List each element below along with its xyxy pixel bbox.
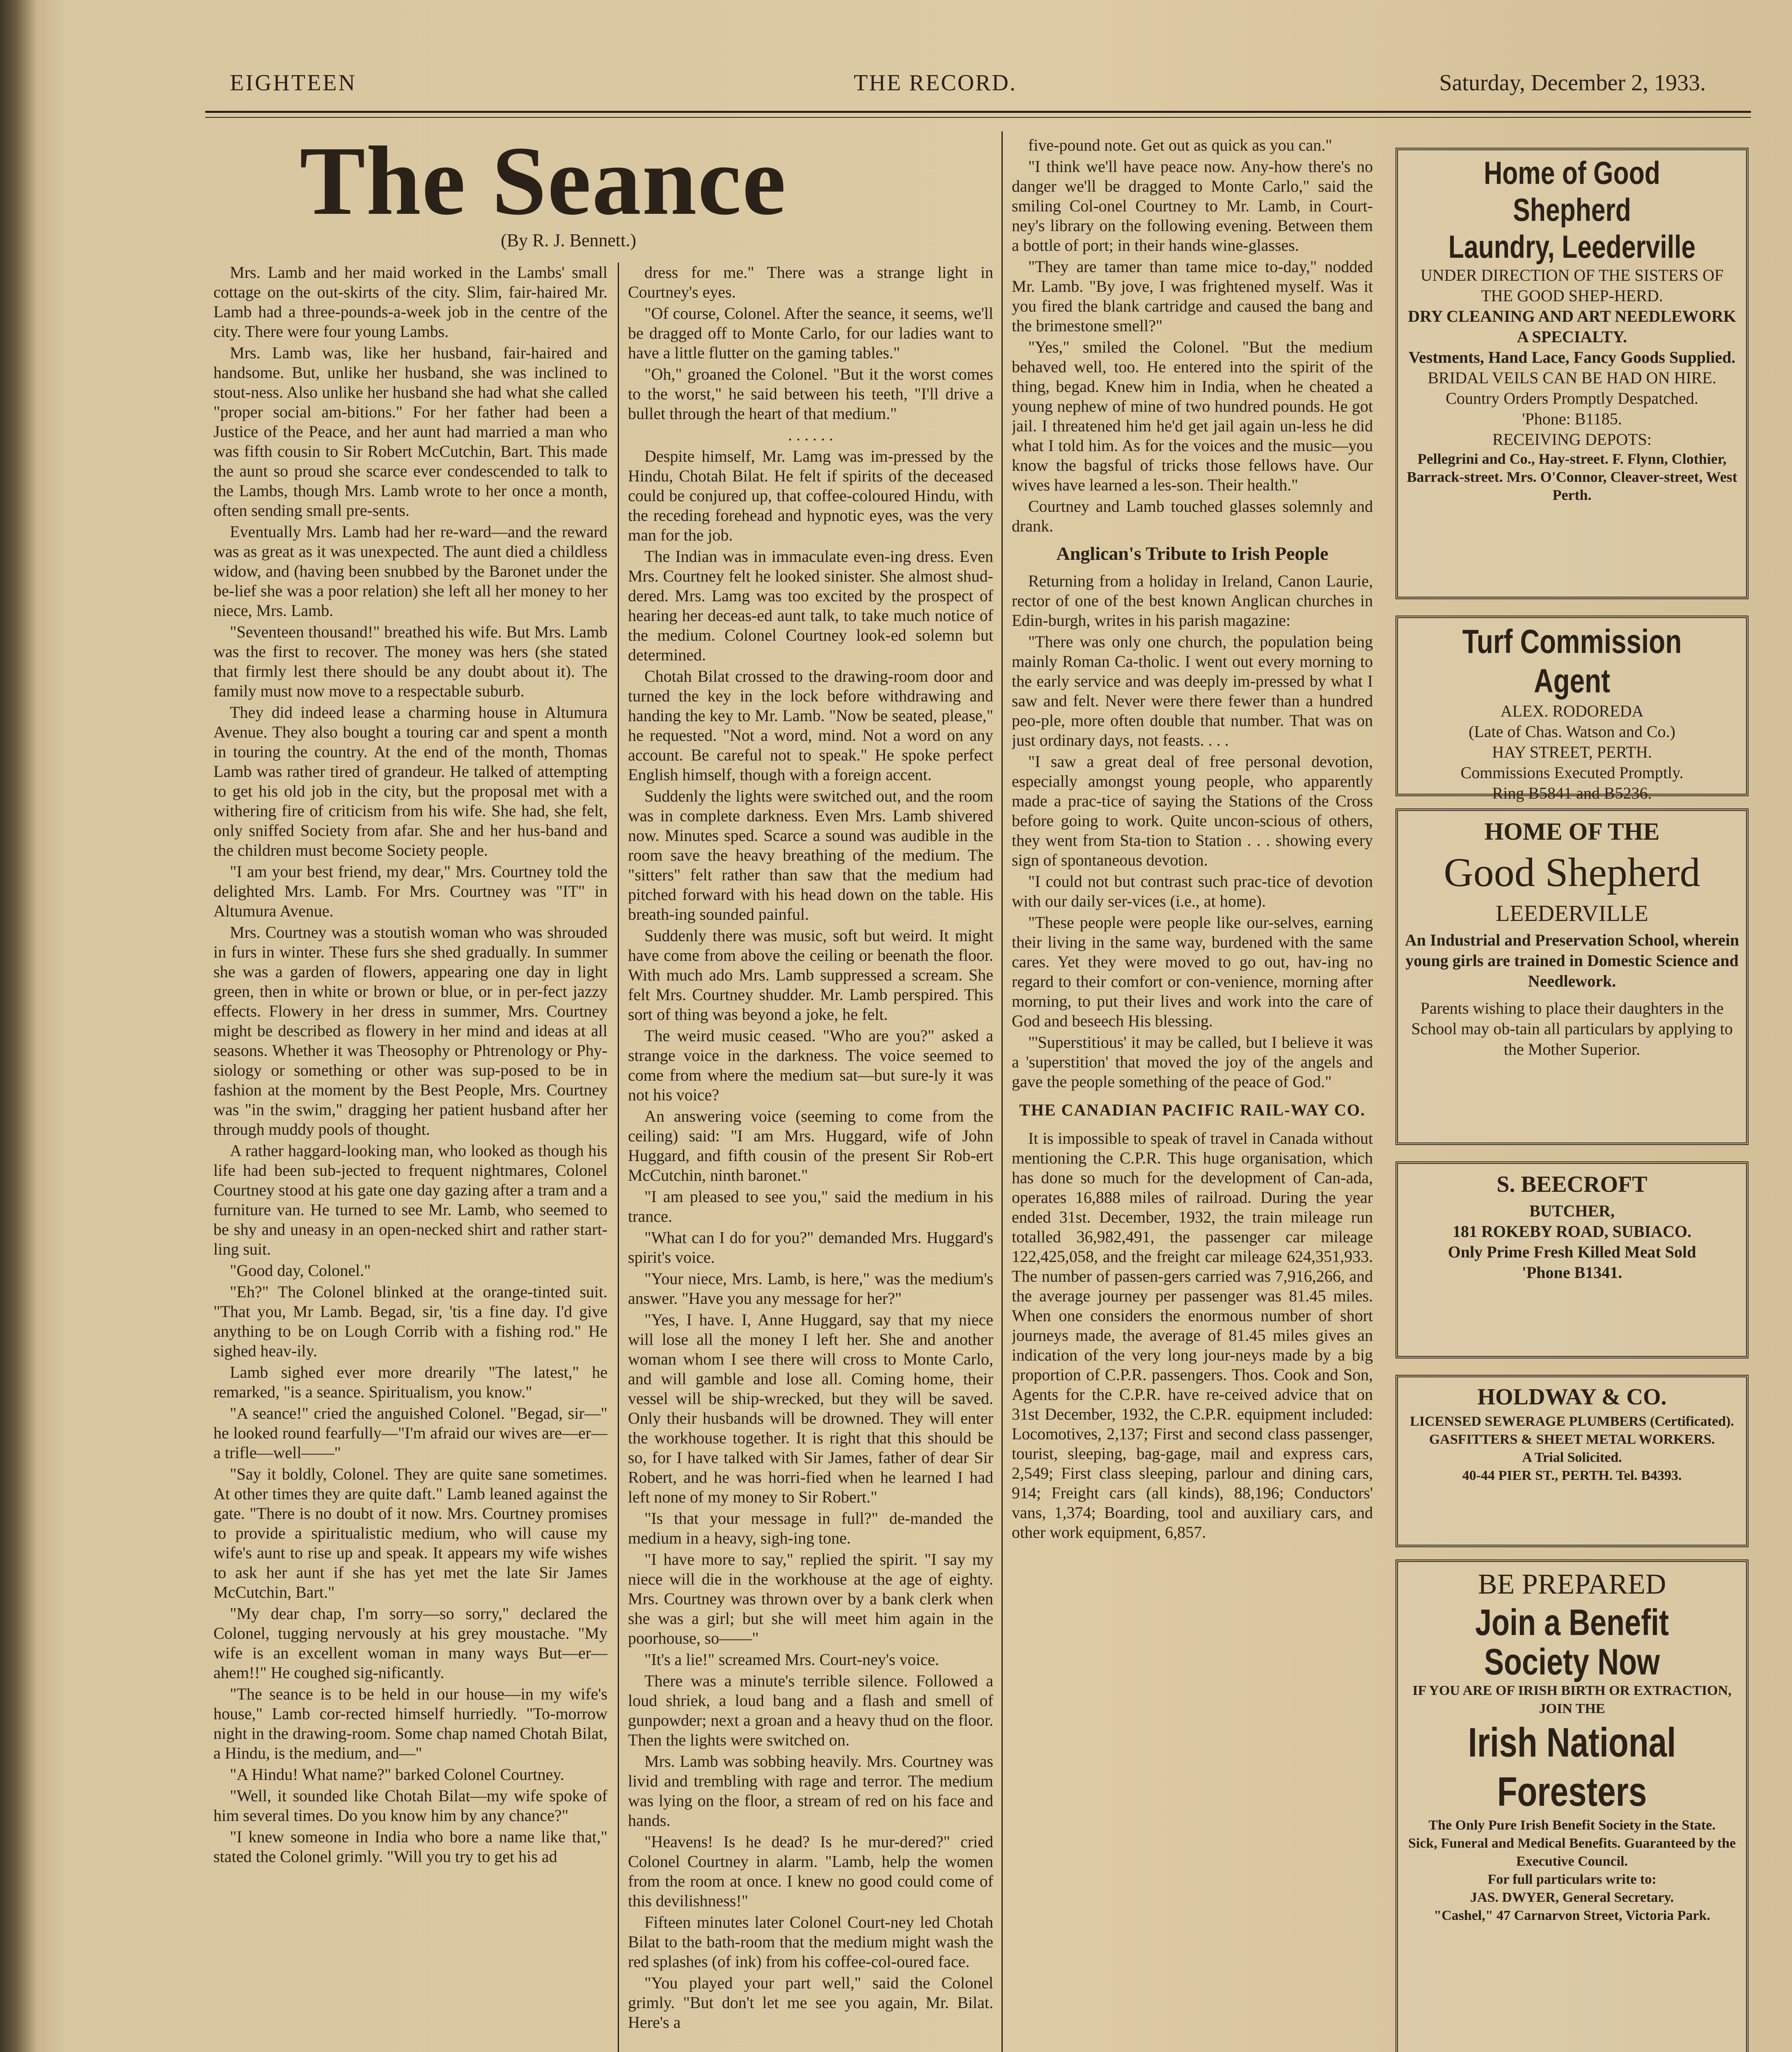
page-number: EIGHTEEN bbox=[230, 70, 357, 96]
paragraph: Lamb sighed ever more drearily "The latest," he remarked, "is a seance. Spiritualism, you know." bbox=[213, 1363, 607, 1401]
ad-text: BUTCHER, bbox=[1529, 1202, 1615, 1220]
ad-text: A Trial Solicited. bbox=[1522, 1450, 1622, 1465]
ad-text: Ring B5841 and B5236. bbox=[1492, 784, 1652, 802]
paragraph: There was a minute's terrible silence. Followed a loud shriek, a loud bang and a flash and smell of gunpowder; next a groan and a heavy thud on the floor. Then the lights were switched on. bbox=[628, 1672, 993, 1749]
paragraph: "Seventeen thousand!" breathed his wife. But Mrs. Lamb was the first to recover. The money was hers (she stated that firmly lest there should be any doubt about it). The family must now move to a respectable suburb. bbox=[213, 623, 607, 700]
paragraph: "Yes," smiled the Colonel. "But the medium behaved well, too. He entered into the spirit of the thing, begad. Knew him in India, when he cheated a young nephew of mine of two hundred pounds. He got jail. I threatened him he'd get jail again un-less he did what I told him. As for the voices and the music—you know the bagsful of tricks those fellows have. Our wives have learned a les-son. Their health." bbox=[1012, 338, 1373, 494]
ad-title: Join a Benefit Society Now bbox=[1475, 1602, 1669, 1683]
ad-text: 'Phone: B1185. bbox=[1522, 410, 1622, 428]
paragraph: "You played your part well," said the Colonel grimly. "But don't let me see you again, Mr. Bilat. Here's a bbox=[628, 1974, 993, 2031]
ad-text: For full particulars write to: bbox=[1487, 1872, 1657, 1887]
ad-text: HAY STREET, PERTH. bbox=[1492, 743, 1652, 761]
paragraph: Fifteen minutes later Colonel Court-ney led Chotah Bilat to the bath-room that the medium might wash the red splashes (of ink) from his coffee-col-oured face. bbox=[628, 1913, 993, 1971]
section-break: . . . . . . bbox=[788, 426, 833, 444]
paragraph: five-pound note. Get out as quick as you can." bbox=[1028, 136, 1332, 154]
ad-title: Good Shepherd bbox=[1444, 850, 1700, 895]
paragraph: "The seance is to be held in our house—in my wife's house," Lamb cor-rected himself hurriedly. "To-morrow night in the drawing-room. Some chap named Chotah Bilat, a Hindu, is the medium, and—" bbox=[213, 1685, 607, 1762]
paragraph: Eventually Mrs. Lamb had her re-ward—and the reward was as great as it was unexpected. The aunt died a childless widow, and (having been snubbed by the Baronet under the be-lief she was a poor relation) she left all her money to her niece, Mrs. Lamb. bbox=[213, 522, 607, 620]
paragraph: "My dear chap, I'm sorry—so sorry," declared the Colonel, tugging nervously at his grey moustache. "My wife is an excellent woman in many ways But—er—ahem!!" He coughed sig-nificantly. bbox=[213, 1604, 607, 1682]
ad-text: Only Prime Fresh Killed Meat Sold bbox=[1448, 1243, 1696, 1261]
paragraph: "A Hindu! What name?" barked Colonel Courtney. bbox=[230, 1765, 564, 1784]
paragraph: "I saw a great deal of free personal devotion, especially amongst young people, who apparently made a prac-tice of saying the Stations of the Cross before going to work. Quite uncon-scious of others, they went from Sta-tion to Station . . . showing every sign of spontaneous devotion. bbox=[1012, 752, 1373, 869]
ad-text: Parents wishing to place their daughters in the School may ob-tain all particulars by applying to the Mother Superior. bbox=[1411, 999, 1733, 1058]
paragraph: "Say it boldly, Colonel. They are quite sane sometimes. At other times they are quite daft." Lamb leaned against the gate. "There is no doubt of it now. Mrs. Courtney promises to provide a spiritualistic medium, who will cause my wife's aunt to rise up and speak. It appears my wife wishes to ask her aunt if she has yet met the late Sir James McCutchin, Bart." bbox=[213, 1465, 607, 1601]
paragraph: "I have more to say," replied the spirit. "I say my niece will die in the workhouse at the age of eighty. Mrs. Courtney was thrown over by a bank clerk when she was a girl; but she will meet him again in the poorhouse, so——" bbox=[628, 1550, 993, 1647]
paragraph: "Your niece, Mrs. Lamb, is here," was the medium's answer. "Have you any message for her?" bbox=[628, 1269, 993, 1308]
ad-text: Commissions Executed Promptly. bbox=[1460, 763, 1684, 782]
article-column-1 bbox=[213, 263, 607, 2052]
ad-title: Home of Good Shepherd bbox=[1484, 155, 1660, 228]
paragraph: "'Superstitious' it may be called, but I believe it was a 'superstition' that moved the joy of the angels and gave the people something of the peace of God." bbox=[1012, 1033, 1373, 1091]
paragraph: "I am pleased to see you," said the medium in his trance. bbox=[628, 1187, 993, 1225]
paragraph: "It's a lie!" screamed Mrs. Court-ney's voice. bbox=[644, 1650, 939, 1669]
paragraph: Courtney and Lamb touched glasses solemnly and drank. bbox=[1012, 497, 1373, 535]
cpr-heading: THE CANADIAN PACIFIC RAIL-WAY CO. bbox=[1019, 1101, 1366, 1119]
ad-irish-national-foresters bbox=[1396, 1560, 1748, 2052]
ad-text: 40-44 PIER ST., PERTH. Tel. B4393. bbox=[1462, 1468, 1682, 1483]
ad-title: HOLDWAY & CO. bbox=[1477, 1384, 1667, 1410]
ad-text: The Only Pure Irish Benefit Society in the State. bbox=[1428, 1818, 1716, 1833]
paragraph: "Eh?" The Colonel blinked at the orange-tinted suit. "That you, Mr Lamb. Begad, sir, 'tis a fine day. I'd give anything to be on Lough Corrib with a fishing rod." He sighed heav-ily. bbox=[213, 1282, 607, 1360]
ad-text: BRIDAL VEILS CAN BE HAD ON HIRE. bbox=[1428, 369, 1716, 387]
ad-text: Vestments, Hand Lace, Fancy Goods Supplied. bbox=[1408, 348, 1736, 366]
article-byline: (By R. J. Bennett.) bbox=[501, 230, 636, 250]
ad-beecroft-butcher bbox=[1396, 1161, 1748, 1358]
paragraph: Mrs. Lamb was, like her husband, fair-haired and handsome. But, unlike her husband, she was inclined to stout-ness. Also unlike her husband she had what she called "proper social am-bitions." For her father had been a Justice of the Peace, and her aunt had married a man who was fifth cousin to Sir Robert McCutchin, Bart. This made the aunt so proud she scarce ever condescended to talk to the Lambs, though Mrs. Lamb wrote to her once a month, often sending small pre-sents. bbox=[213, 344, 607, 520]
header-rule-thin bbox=[205, 117, 1751, 118]
paragraph: An answering voice (seeming to come from the ceiling) said: "I am Mrs. Huggard, wife of John Huggard, and fifth cousin of the present Sir Rob-ert McCutchin, ninth baronet." bbox=[628, 1107, 993, 1184]
ad-title: S. BEECROFT bbox=[1496, 1172, 1648, 1197]
paragraph: "What can I do for you?" demanded Mrs. Huggard's spirit's voice. bbox=[628, 1228, 993, 1266]
ad-text: (Late of Chas. Watson and Co.) bbox=[1469, 722, 1675, 741]
ad-text: ALEX. RODOREDA bbox=[1500, 702, 1644, 720]
ad-text: Country Orders Promptly Despatched. bbox=[1446, 389, 1698, 408]
paragraph: Mrs. Courtney was a stoutish woman who was shrouded in furs in winter. These furs she shed gradually. In summer she was a garden of flowers, appearing one day in light green, then in white or brown or blue, or in per-fect jazzy effects. Flowery in her dress in summer, Mrs. Courtney might be described as flowery in her mind and ideas at all seasons. Whether it was Theosophy or Phtrenology or Phy-siology or something or other was sup-posed to be in fashion at the moment by the Best People, Mrs. Courtney was "in the swim," dragging her patient husband after her through muddy pools of thought. bbox=[213, 923, 607, 1138]
ad-text: "Cashel," 47 Carnarvon Street, Victoria Park. bbox=[1434, 1908, 1710, 1923]
paragraph: "Of course, Colonel. After the seance, it seems, we'll be dragged off to Monte Carlo, for our ladies want to have a little flutter on the gaming tables." bbox=[628, 304, 993, 362]
paragraph: The Indian was in immaculate even-ing dress. Even Mrs. Courtney felt he looked sinister. She almost shud-dered. Mrs. Lamg was too excited by the prospect of hearing her deceas-ed aunt talk, to take much notice of the medium. Colonel Courtney look-ed solemn but determined. bbox=[628, 547, 993, 664]
ad-text: 'Phone B1341. bbox=[1522, 1263, 1622, 1282]
ad-text: HOME OF THE bbox=[1484, 818, 1660, 845]
ad-home-good-shepherd bbox=[1396, 808, 1748, 1145]
ad-text: UNDER DIRECTION OF THE SISTERS OF THE GOOD SHEP-HERD. bbox=[1420, 266, 1724, 305]
paragraph: Suddenly the lights were switched out, and the room was in complete darkness. Even Mrs. Lamb shivered now. Minutes sped. Scarce a sound was audible in the room save the heavy breathing of the medium. The "sitters" felt rather than saw that the medium had pitched forward with his head down on the table. His breath-ing sounded painful. bbox=[628, 787, 993, 923]
ad-good-shepherd-laundry bbox=[1396, 148, 1748, 599]
paragraph: Returning from a holiday in Ireland, Canon Laurie, rector of one of the best known Anglican churches in Edin-burgh, writes in his parish magazine: bbox=[1012, 572, 1373, 630]
ad-text: JAS. DWYER, General Secretary. bbox=[1470, 1890, 1674, 1905]
paragraph: "Oh," groaned the Colonel. "But it the worst comes to the worst," he said between his teeth, "I'll drive a bullet through the heart of that medium." bbox=[628, 365, 993, 423]
ad-text: DRY CLEANING AND ART NEEDLEWORK A SPECIALTY. bbox=[1408, 307, 1736, 346]
paragraph: "I am your best friend, my dear," Mrs. Courtney told the delighted Mrs. Lamb. For Mrs. Courtney was "IT" in Altumura Avenue. bbox=[213, 862, 607, 920]
ad-text: BE PREPARED bbox=[1478, 1569, 1666, 1600]
paragraph: "There was only one church, the population being mainly Roman Ca-tholic. I went out every morning to the early service and was deeply im-pressed by what I saw and felt. Never were there fewer than a hundred peo-ple, more often double that number. That was on just ordinary days, not feasts. . . . bbox=[1012, 632, 1373, 749]
ad-text: Sick, Funeral and Medical Benefits. Guaranteed by the Executive Council. bbox=[1408, 1836, 1736, 1869]
article-title: The Seance bbox=[300, 126, 787, 235]
paragraph: Mrs. Lamb and her maid worked in the Lambs' small cottage on the out-skirts of the city. Slim, fair-haired Mr. Lamb had a three-pounds-a-week job in the centre of the city. There were four young Lambs. bbox=[213, 263, 607, 341]
paragraph: The weird music ceased. "Who are you?" asked a strange voice in the darkness. The voice seemed to come from where the medium sat—but sure-ly it was not his voice? bbox=[628, 1026, 993, 1104]
paragraph: "They are tamer than tame mice to-day," nodded Mr. Lamb. "By jove, I was frightened myself. Was it you fired the blank cartridge and caused the bang and the brimestone smell?" bbox=[1012, 257, 1373, 335]
column-divider bbox=[618, 263, 619, 2052]
article-column-2 bbox=[628, 263, 993, 2052]
ad-text: GASFITTERS & SHEET METAL WORKERS. bbox=[1429, 1432, 1715, 1447]
paragraph: "A seance!" cried the anguished Colonel. "Begad, sir—" he looked round fearfully—"I'm afraid our wives are—er—a trifle—well——" bbox=[213, 1404, 607, 1462]
ad-title: Laundry, Leederville bbox=[1448, 229, 1696, 265]
running-header bbox=[230, 66, 1706, 103]
paragraph: "Heavens! Is he dead? Is he mur-dered?" cried Colonel Courtney in alarm. "Lamb, help the women from the room at once. I knew no good could come of this devilishness!" bbox=[628, 1832, 993, 1910]
ad-text: 181 ROKEBY ROAD, SUBIACO. bbox=[1453, 1222, 1691, 1241]
paragraph: "Is that your message in full?" de-manded the medium in a heavy, sigh-ing tone. bbox=[628, 1509, 993, 1547]
ad-holdway-plumbers bbox=[1396, 1375, 1748, 1547]
ad-text: An Industrial and Preservation School, wherein young girls are trained in Domestic Science and Needlework. bbox=[1405, 931, 1739, 990]
ad-text: LICENSED SEWERAGE PLUMBERS (Certificated). bbox=[1410, 1414, 1734, 1429]
paragraph: Suddenly there was music, soft but weird. It might have come from above the ceiling or beenath the floor. With much ado Mrs. Lamb suppressed a scream. She felt Mrs. Courtney shudder. Mr. Lamb perspired. This sort of thing was beyond a joke, he felt. bbox=[628, 926, 993, 1024]
paragraph: "I knew someone in India who bore a name like that," stated the Colonel grimly. "Will you try to get his ad bbox=[213, 1828, 607, 1866]
paragraph: It is impossible to speak of travel in Canada without mentioning the C.P.R. This huge organisation, which has done so much for the development of Can-ada, operates 16,888 miles of railroad. During the year ended 31st. December, 1932, the train mileage run totalled 36,982,491, the passenger car mileage 122,425,058, and the freight car mileage 624,351,933. The number of passen-gers carried was 7,916,266, and the average journey per passenger was 81.45 miles. When one considers the enormous number of short journeys made, the average of 81.45 miles gives an indication of the very long jour-neys made by a big proportion of C.P.R. passengers. Thos. Cook and Son, Agents for the C.P.R. have re-ceived advice that on 31st December, 1932, the C.P.R. equipment included: Locomotives, 2,137; First and second class passenger, tourist, sleeping, bag-gage, mail and express cars, 2,549; First class sleeping, parlour and dining cars, 914; Freight cars (all kinds), 88,196; Conductors' vans, 1,374; Boarding, tool and auxiliary cars, and other work equipment, 6,857. bbox=[1012, 1129, 1373, 1541]
ad-turf-commission bbox=[1396, 616, 1748, 802]
paragraph: "These people were people like our-selves, earning their living in the same way, burdened with the same cares. Yet they were moved to go out, hav-ing no regard to their comfort or con-venience, morning after morning, to put their lives and work into the care of God and beseech His blessing. bbox=[1012, 913, 1373, 1030]
issue-date: Saturday, December 2, 1933. bbox=[1439, 70, 1706, 96]
paragraph: They did indeed lease a charming house in Altumura Avenue. They also bought a touring car and spent a month in touring the country. At the end of the month, Thomas Lamb was rather tired of grandeur. He talked of attempting to get his old job in the city, but the proposal met with a withering fire of criticism from his wife. She had, she felt, only sniffed Society from afar. She and her hus-band and the children must become Society people. bbox=[213, 703, 607, 859]
header-rule bbox=[205, 111, 1751, 113]
ad-text: RECEIVING DEPOTS: bbox=[1492, 430, 1652, 449]
masthead: THE RECORD. bbox=[854, 70, 1017, 96]
ad-text: Pellegrini and Co., Hay-street. F. Flynn, Clothier, Barrack-street. Mrs. O'Connor, Cleaver-street, West Perth. bbox=[1407, 451, 1737, 503]
article-column-3 bbox=[1012, 135, 1373, 2052]
paragraph: A rather haggard-looking man, who looked as though his life had been sub-jected to frequent nightmares, Colonel Courtney stood at his gate one day gazing after a tram and a furniture van. He turned to see Mr. Lamb, who seemed to be shy and uneasy in an open-necked shirt and rather start-ling suit. bbox=[213, 1141, 607, 1258]
paragraph: "I think we'll have peace now. Any-how there's no danger we'll be dragged to Monte Carlo," said the smiling Col-onel Courtney to Mr. Lamb, in Court-ney's library on the following evening. Between them a bottle of port; in their hands wine-glasses. bbox=[1012, 157, 1373, 254]
tribute-heading: Anglican's Tribute to Irish People bbox=[1056, 543, 1329, 564]
paragraph: dress for me." There was a strange light in Courtney's eyes. bbox=[628, 263, 993, 301]
column-divider bbox=[1001, 131, 1003, 2052]
paragraph: "Well, it sounded like Chotah Bilat—my wife spoke of him several times. Do you know him by any chance?" bbox=[213, 1786, 607, 1825]
paragraph: Chotah Bilat crossed to the drawing-room door and turned the key in the lock before withdrawing and handing the key to Mr. Lamb. "Now be seated, please," he requested. "Not a word, mind. Not a word on any account. Be careful not to speak." He spoke perfect English himself, though with a foreign accent. bbox=[628, 667, 993, 784]
ad-text: LEEDERVILLE bbox=[1496, 901, 1648, 926]
paragraph: "I could not but contrast such prac-tice of devotion with our daily ser-vices (i.e., at home). bbox=[1012, 872, 1373, 910]
paragraph: "Good day, Colonel." bbox=[230, 1261, 371, 1280]
paragraph: "Yes, I have. I, Anne Huggard, say that my niece will lose all the money I left her. She and another woman whom I see there will cross to Monte Carlo, and will gamble and lose all. Coming home, their vessel will be ship-wrecked, but they will be saved. Only their husbands will be drowned. They will enter the workhouse together. It is right that this should be so, for I have talked with Sir James, father of dear Sir Robert, and he was horri-fied when he learned I had left none of my money to Sir Robert." bbox=[628, 1310, 993, 1506]
ad-text: IF YOU ARE OF IRISH BIRTH OR EXTRACTION, JOIN THE bbox=[1412, 1683, 1732, 1716]
ad-title: Irish National Foresters bbox=[1468, 1720, 1676, 1815]
ad-title: Turf Commission Agent bbox=[1462, 623, 1682, 700]
paragraph: Despite himself, Mr. Lamg was im-pressed by the Hindu, Chotah Bilat. He felt if spirits of the deceased could be conjured up, that coffee-coloured Hindu, with the receding forehead and hypnotic eyes, was the very man for the job. bbox=[628, 447, 993, 544]
paragraph: Mrs. Lamb was sobbing heavily. Mrs. Courtney was livid and trembling with rage and terror. The medium was lying on the floor, a stream of red on his face and hands. bbox=[628, 1752, 993, 1830]
